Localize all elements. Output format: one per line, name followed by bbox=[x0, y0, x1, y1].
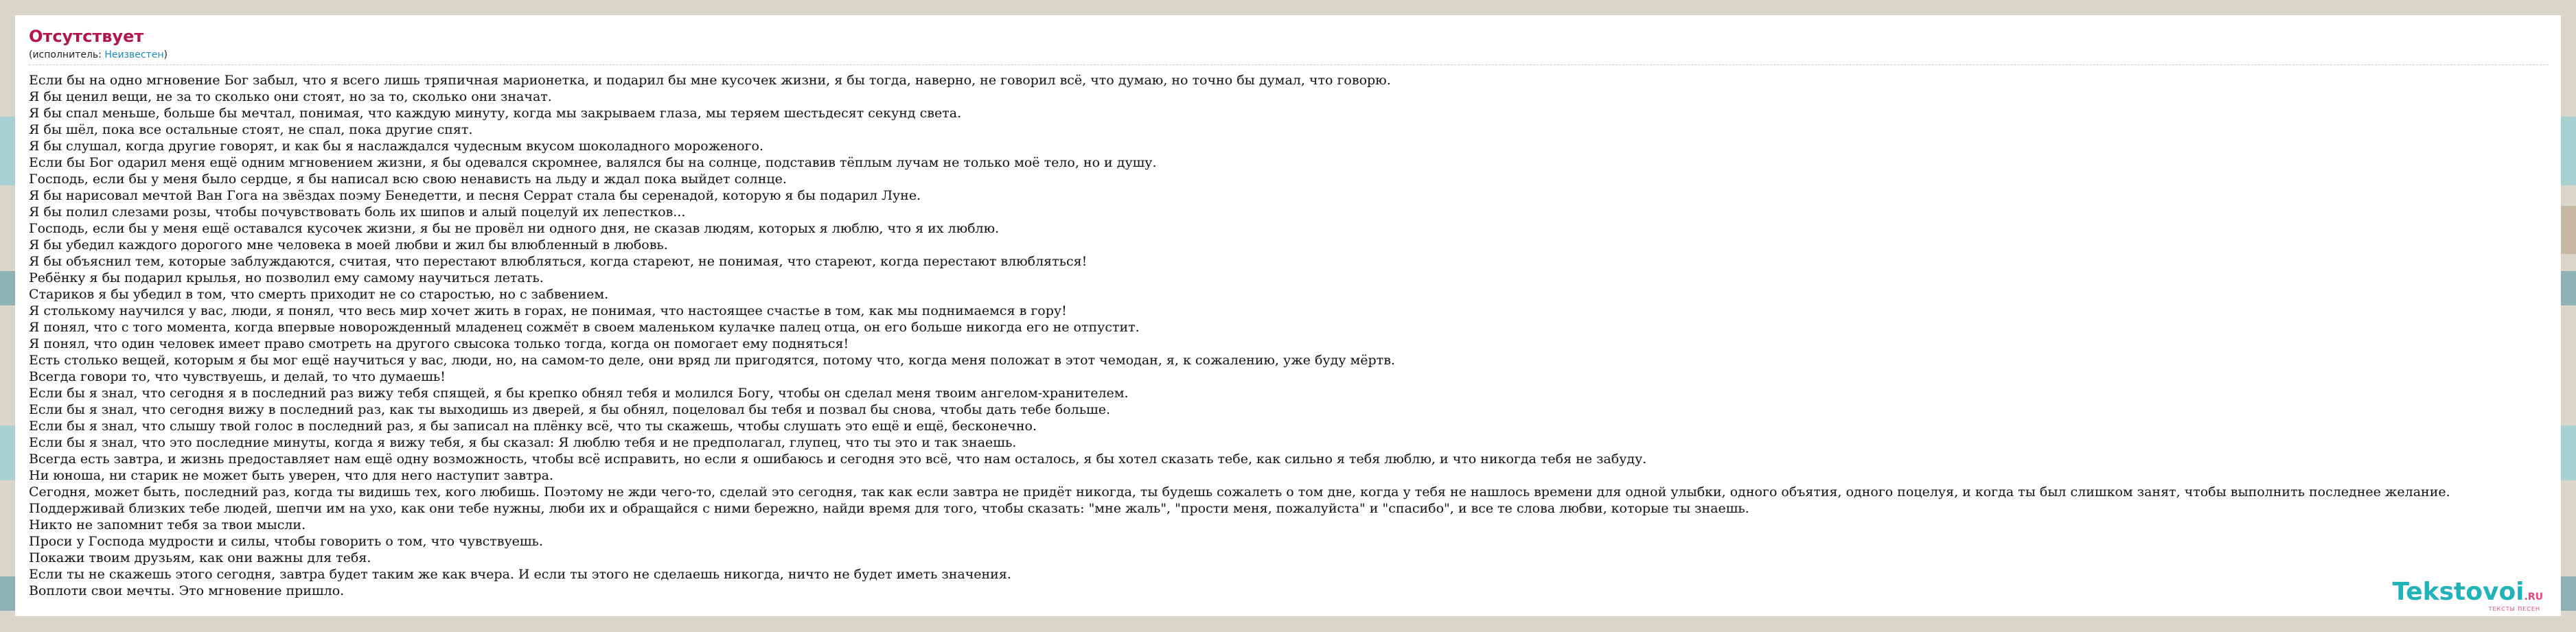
lyrics-line: Я бы нарисовал мечтой Ван Гога на звёздах поэму Бенедетти, и песня Серрат стала бы серенадой, которую я бы подарил Луне. bbox=[29, 188, 921, 203]
lyrics-line: Есть столько вещей, которым я бы мог ещё научиться у вас, люди, но, на самом-то деле, они вряд ли пригодятся, потому что, когда меня положат в этот чемодан, я, к сожалению, уже буду мёртв. bbox=[29, 353, 1395, 368]
lyrics-line: Я бы полил слезами розы, чтобы почувствовать боль их шипов и алый поцелуй их лепестков... bbox=[29, 204, 686, 220]
lyrics-line: Я бы слушал, когда другие говорят, и как бы я наслаждался чудесным вкусом шоколадного мороженого. bbox=[29, 139, 763, 154]
lyrics-line: Если ты не скажешь этого сегодня, завтра будет таким же как вчера. И если ты этого не сделаешь никогда, ничто не будет иметь значения. bbox=[29, 567, 1011, 582]
performer-suffix: ) bbox=[163, 49, 168, 60]
lyrics-line: Я бы ценил вещи, не за то сколько они стоят, но за то, сколько они значат. bbox=[29, 89, 552, 104]
lyrics-line: Стариков я бы убедил в том, что смерть приходит не со старостью, но с забвением. bbox=[29, 287, 609, 302]
lyrics-line: Ребёнку я бы подарил крылья, но позволил ему самому научиться летать. bbox=[29, 270, 544, 285]
lyrics-text bbox=[29, 72, 2549, 599]
lyrics-line: Проси у Господа мудрости и силы, чтобы говорить о том, что чувствуешь. bbox=[29, 534, 543, 549]
lyrics-line: Если бы я знал, что сегодня вижу в последний раз, как ты выходишь из дверей, я бы обнял, поцеловал бы тебя и позвал бы снова, чтобы дать тебе больше. bbox=[29, 402, 1111, 417]
site-logo[interactable] bbox=[2392, 580, 2543, 609]
lyrics-line: Ни юноша, ни старик не может быть уверен, что для него наступит завтра. bbox=[29, 468, 554, 483]
lyrics-line: Я бы убедил каждого дорогого мне человека в моей любви и жил бы влюбленный в любовь. bbox=[29, 237, 668, 253]
lyrics-line: Если бы на одно мгновение Бог забыл, что я всего лишь тряпичная марионетка, и подарил бы мне кусочек жизни, я бы тогда, наверно, не говорил всё, что думаю, но точно бы думал, что говорю. bbox=[29, 73, 1391, 88]
performer-prefix: (исполнитель: bbox=[29, 49, 105, 60]
logo-tagline: ТЕКСТЫ ПЕСЕН bbox=[2488, 606, 2540, 612]
lyrics-line: Если бы я знал, что это последние минуты, когда я вижу тебя, я бы сказал: Я люблю тебя и не предполагал, глупец, что ты это и так знаешь. bbox=[29, 435, 1017, 450]
lyrics-line: Если бы я знал, что сегодня я в последний раз вижу тебя спящей, я бы крепко обнял тебя и молился Богу, чтобы он сделал меня твоим ангелом-хранителем. bbox=[29, 386, 1129, 401]
lyrics-line: Сегодня, может быть, последний раз, когда ты видишь тех, кого любишь. Поэтому не жди чего-то, сделай это сегодня, так как если завтра не придёт никогда, ты будешь сожалеть о том дне, когда у тебя не нашлось времени для одной улыбки, одного объятия, одного поцелуя, и когда ты был слишком занят, чтобы выполнить последнее желание. bbox=[29, 484, 2450, 500]
lyrics-line: Воплоти свои мечты. Это мгновение пришло. bbox=[29, 583, 345, 598]
performer-link[interactable]: Неизвестен bbox=[104, 49, 164, 60]
lyrics-line: Если бы Бог одарил меня ещё одним мгновением жизни, я бы одевался скромнее, валялся бы на солнце, подставив тёплым лучам не только моё тело, но и душу. bbox=[29, 155, 1157, 170]
lyrics-line: Я бы спал меньше, больше бы мечтал, понимая, что каждую минуту, когда мы закрываем глаза, мы теряем шестьдесят секунд света. bbox=[29, 106, 962, 121]
lyrics-line: Господь, если бы у меня ещё оставался кусочек жизни, я бы не провёл ни одного дня, не сказав людям, которых я люблю, что я их люблю. bbox=[29, 221, 1000, 236]
lyrics-line: Всегда есть завтра, и жизнь предоставляет нам ещё одну возможность, чтобы всё исправить, но если я ошибаюсь и сегодня это всё, что нам осталось, я бы хотел сказать тебе, как сильно я тебя люблю, и что никогда тебя не забуду. bbox=[29, 452, 1647, 467]
lyrics-line: Я понял, что один человек имеет право смотреть на другого свысока только тогда, когда он помогает ему подняться! bbox=[29, 336, 849, 351]
lyrics-line: Господь, если бы у меня было сердце, я бы написал всю свою ненависть на льду и ждал пока выйдет солнце. bbox=[29, 172, 787, 187]
logo-name: Tekstovoi bbox=[2392, 578, 2525, 606]
performer-line bbox=[29, 48, 2549, 65]
lyrics-line: Я бы объяснил тем, которые заблуждаются, считая, что перестают влюбляться, когда стареют, не понимая, что стареют, когда перестают влюбляться! bbox=[29, 254, 1088, 269]
lyrics-line: Я бы шёл, пока все остальные стоят, не спал, пока другие спят. bbox=[29, 122, 473, 137]
lyrics-line: Покажи твоим друзьям, как они важны для тебя. bbox=[29, 550, 371, 565]
lyrics-line: Я понял, что с того момента, когда впервые новорожденный младенец сожмёт в своем маленьком кулачке палец отца, он его больше никогда его не отпустит. bbox=[29, 320, 1140, 335]
lyrics-line: Никто не запомнит тебя за твои мысли. bbox=[29, 517, 306, 532]
lyrics-card bbox=[15, 15, 2561, 616]
lyrics-line: Я столькому научился у вас, люди, я понял, что весь мир хочет жить в горах, не понимая, что настоящее счастье в том, как мы поднимаемся в гору! bbox=[29, 303, 1067, 318]
song-title: Отсутствует bbox=[29, 27, 144, 46]
lyrics-line: Всегда говори то, что чувствуешь, и делай, то что думаешь! bbox=[29, 369, 446, 384]
lyrics-line: Поддерживай близких тебе людей, шепчи им на ухо, как они тебе нужны, люби их и обращайся с ними бережно, найди время для того, чтобы сказать: "мне жаль", "прости меня, пожалуйста" и "спасибо", и все те слова любви, которые ты знаешь. bbox=[29, 501, 1749, 516]
lyrics-line: Если бы я знал, что слышу твой голос в последний раз, я бы записал на плёнку всё, что ты скажешь, чтобы слушать это ещё и ещё, бесконечно. bbox=[29, 419, 1037, 434]
logo-tld: .RU bbox=[2524, 592, 2543, 602]
